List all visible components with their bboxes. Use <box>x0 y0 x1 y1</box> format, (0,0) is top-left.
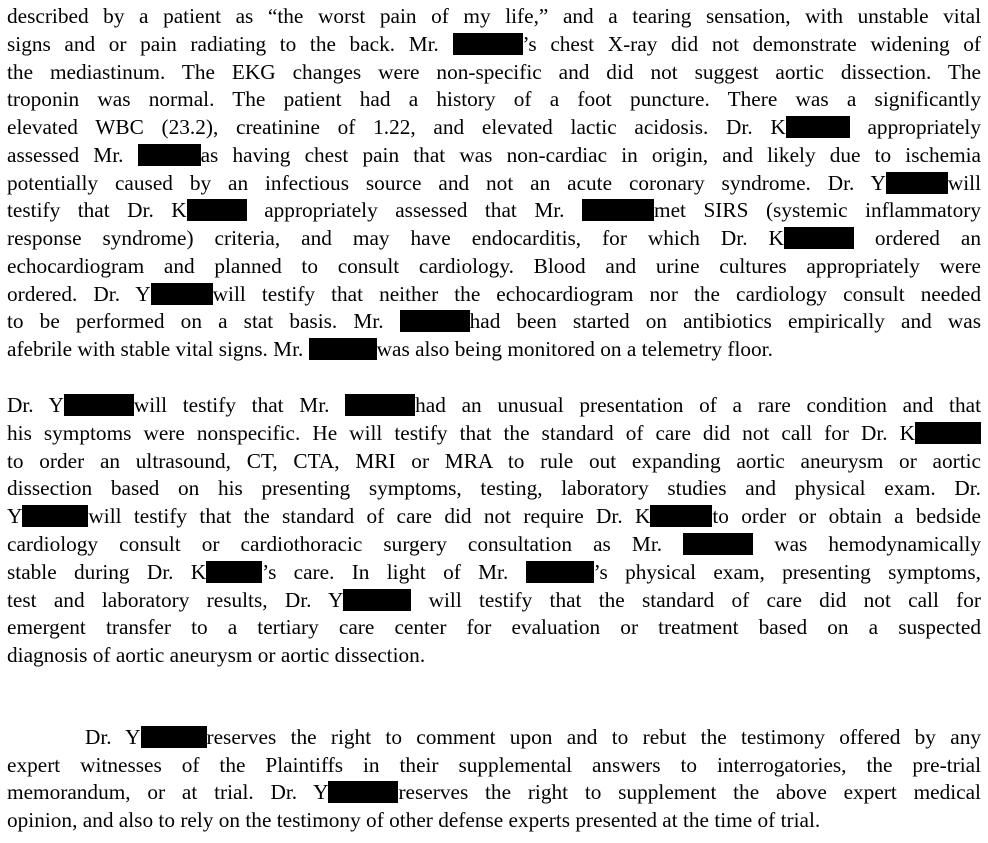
redaction-bar <box>786 116 850 138</box>
redaction-bar <box>526 561 594 583</box>
text-run: cardiology consult or cardiothoracic surgery consultation as Mr. <box>7 532 684 556</box>
text-run: to order an ultrasound, CT, CTA, MRI or MRA to rule out expanding aortic aneurysm or aortic <box>7 448 981 473</box>
redaction-bar <box>64 394 134 416</box>
redaction-bar <box>345 394 415 416</box>
paragraph-1-line <box>7 252 981 280</box>
paragraph-2-line <box>7 391 981 419</box>
text-run: described by a patient as “the worst pain of my life,” and a tearing sensation, with unstable vital <box>7 4 981 28</box>
paragraph-3-line <box>85 723 981 751</box>
text-run: will testify that the standard of care did not require Dr. K <box>88 504 651 529</box>
text-run: ’s chest X-ray did not demonstrate widening of <box>522 31 981 56</box>
text-run: the mediastinum. The EKG changes were non-specific and did not suggest aortic dissection. The <box>7 59 981 84</box>
text-run: Dr. Y <box>85 725 141 749</box>
redaction-bar <box>886 172 948 194</box>
text-run: test and laboratory results, Dr. Y <box>7 587 344 612</box>
text-run: potentially caused by an infectious source and not an acute coronary syndrome. Dr. Y <box>7 170 886 195</box>
redaction-bar <box>22 505 88 527</box>
text-run: was hemodynamically <box>753 532 981 556</box>
paragraph-3-line <box>7 751 981 779</box>
text-run: opinion, and also to rely on the testimony of other defense experts presented at the time of trial. <box>7 807 821 832</box>
paragraph-2-line <box>7 586 981 614</box>
paragraph-2-line <box>7 558 981 586</box>
paragraph-3-line <box>7 778 981 806</box>
redaction-bar <box>343 589 411 611</box>
text-run: appropriately assessed that Mr. <box>246 198 583 223</box>
paragraph-1-line <box>7 85 981 113</box>
redaction-bar <box>650 505 712 527</box>
text-run: afebrile with stable vital signs. Mr. <box>7 337 309 361</box>
redaction-bar <box>784 227 854 249</box>
paragraph-2-line <box>7 474 981 502</box>
redaction-bar <box>400 310 470 332</box>
paragraph-1-line <box>7 58 981 86</box>
paragraph-1-line <box>7 2 981 30</box>
text-run: ordered. Dr. Y <box>7 281 151 306</box>
redaction-bar <box>151 283 213 305</box>
text-run: to order or obtain a bedside <box>712 504 981 529</box>
text-run: stable during Dr. K <box>7 559 207 584</box>
text-run: was also being monitored on a telemetry floor. <box>376 337 773 361</box>
text-run: Y <box>7 504 23 529</box>
redaction-bar <box>138 144 201 166</box>
text-run: echocardiogram and planned to consult cardiology. Blood and urine cultures appropriately were <box>7 253 981 278</box>
paragraph-2-line <box>7 641 981 669</box>
redaction-bar <box>187 199 247 221</box>
text-run: emergent transfer to a tertiary care center for evaluation or treatment based on a suspected <box>7 615 981 640</box>
paragraph-2-line <box>7 502 981 530</box>
text-run: expert witnesses of the Plaintiffs in their supplemental answers to interrogatories, the pre-trial <box>7 752 981 777</box>
paragraph-1-line <box>7 196 981 224</box>
text-run: reserves the right to supplement the above expert medical <box>398 780 981 805</box>
text-run: to be performed on a stat basis. Mr. <box>7 309 400 334</box>
text-run: Dr. Y <box>7 393 64 417</box>
paragraph-2-line <box>7 530 981 558</box>
text-run: elevated WBC (23.2), creatinine of 1.22, and elevated lactic acidosis. Dr. K <box>7 115 786 139</box>
text-run: troponin was normal. The patient had a history of a foot puncture. There was a significantly <box>7 87 981 112</box>
redaction-bar <box>328 781 398 803</box>
paragraph-2-line <box>7 613 981 641</box>
text-run: response syndrome) criteria, and may have endocarditis, for which Dr. K <box>7 226 784 250</box>
paragraph-1-line <box>7 30 981 58</box>
redaction-bar <box>915 422 981 444</box>
text-run: had an unusual presentation of a rare condition and that <box>415 393 981 417</box>
text-run: dissection based on his presenting symptoms, testing, laboratory studies and physical exam. Dr. <box>7 476 981 501</box>
redaction-bar <box>141 726 207 748</box>
paragraph-1-line <box>7 169 981 197</box>
paragraph-1-line <box>7 335 981 363</box>
text-run: assessed Mr. <box>7 142 138 167</box>
text-run: appropriately <box>849 115 982 139</box>
text-run: ’s physical exam, presenting symptoms, <box>593 559 981 584</box>
redaction-bar <box>453 33 523 55</box>
text-run: memorandum, or at trial. Dr. Y <box>7 780 329 805</box>
paragraph-1-line <box>7 307 981 335</box>
text-run: signs and or pain radiating to the back. Mr. <box>7 31 453 56</box>
redaction-bar <box>206 561 262 583</box>
text-run: reserves the right to comment upon and to rebut the testimony offered by any <box>206 725 981 749</box>
text-run: ’s care. In light of Mr. <box>262 559 526 584</box>
redaction-bar <box>683 533 753 555</box>
text-run: met SIRS (systemic inflammatory <box>654 198 981 223</box>
paragraph-2-line <box>7 447 981 475</box>
paragraph-1-line <box>7 141 981 169</box>
text-run: ordered an <box>853 226 981 250</box>
text-run: will <box>947 170 981 195</box>
text-run: will testify that Mr. <box>133 393 346 417</box>
redaction-bar <box>582 199 654 221</box>
paragraph-1-line <box>7 280 981 308</box>
paragraph-2-line <box>7 419 981 447</box>
text-run: will testify that neither the echocardiogram nor the cardiology consult needed <box>212 281 981 306</box>
paragraph-1-line <box>7 113 981 141</box>
text-run: his symptoms were nonspecific. He will testify that the standard of care did not call for Dr. K <box>7 420 915 445</box>
paragraph-3-line <box>7 806 981 834</box>
redaction-bar <box>309 338 377 360</box>
text-run: had been started on antibiotics empirically and was <box>469 309 982 334</box>
text-run: as having chest pain that was non-cardiac in origin, and likely due to ischemia <box>200 142 981 167</box>
text-run: will testify that the standard of care did not call for <box>411 587 981 612</box>
text-run: diagnosis of aortic aneurysm or aortic dissection. <box>7 643 426 668</box>
paragraph-1-line <box>7 224 981 252</box>
text-run: testify that Dr. K <box>7 198 187 223</box>
